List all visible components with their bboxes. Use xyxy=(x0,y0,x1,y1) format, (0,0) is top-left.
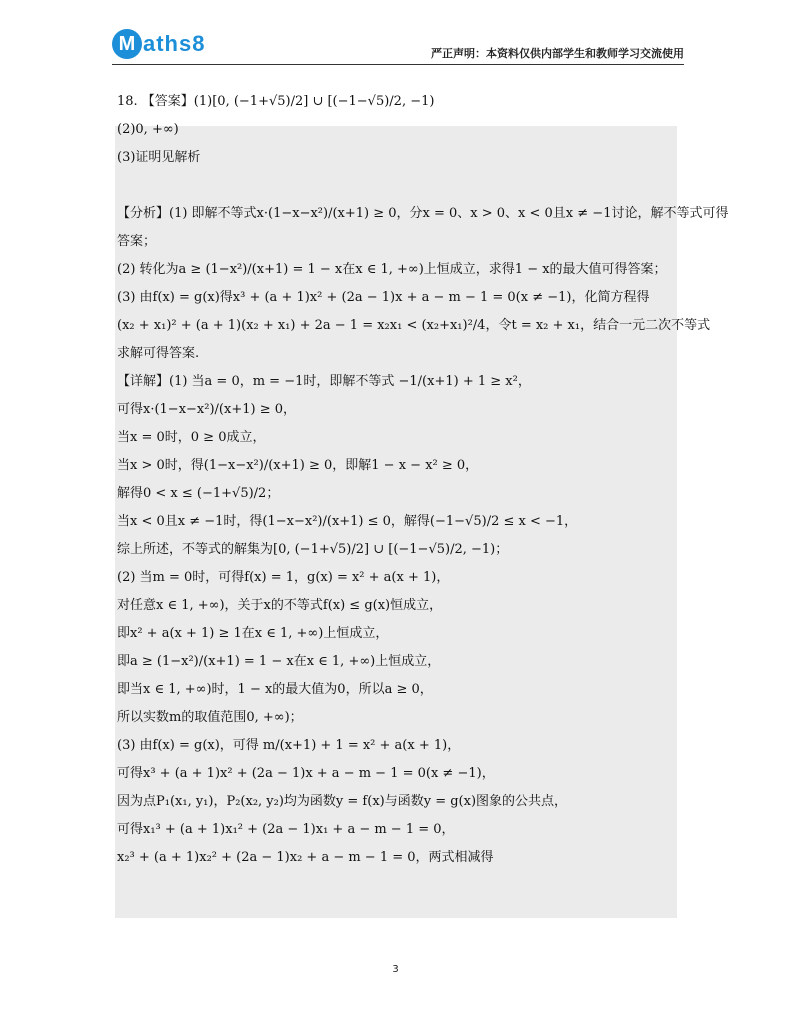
detail-line: 即当x ∈ 1, +∞)时，1 − x的最大值为0，所以a ≥ 0， xyxy=(117,682,433,697)
answer-line-2: (2)0, +∞) xyxy=(117,122,179,137)
detail-line: 可得x₁³ + (a + 1)x₁² + (2a − 1)x₁ + a − m − 1 = 0， xyxy=(117,822,455,837)
detail-line: 所以实数m的取值范围0, +∞)； xyxy=(117,710,303,725)
analysis-line: 答案； xyxy=(117,234,157,249)
detail-line: 可得x·(1−x−x²)/(x+1) ≥ 0， xyxy=(117,402,296,417)
blank-line xyxy=(115,172,677,200)
solution-body xyxy=(115,88,729,872)
detail-line: 当x < 0且x ≠ −1时，得(1−x−x²)/(x+1) ≤ 0，解得(−1−√5)/2 ≤ x < −1， xyxy=(117,514,578,529)
detail-line: 对任意x ∈ 1, +∞)，关于x的不等式f(x) ≤ g(x)恒成立， xyxy=(117,598,443,613)
analysis-line: (x₂ + x₁)² + (a + 1)(x₂ + x₁) + 2a − 1 = x₂x₁ < (x₂+x₁)²/4，令t = x₂ + x₁，结合一元二次不等式 xyxy=(117,318,711,333)
detail-line: (3) 由f(x) = g(x)，可得 m/(x+1) + 1 = x² + a(x + 1)， xyxy=(117,738,461,753)
maths8-logo xyxy=(112,26,205,62)
analysis-line: (2) 转化为a ≥ (1−x²)/(x+1) = 1 − x在x ∈ 1, +∞)上恒成立，求得1 − x的最大值可得答案； xyxy=(117,262,667,277)
copyright-notice: 严正声明：本资料仅供内部学生和教师学习交流使用 xyxy=(431,47,684,60)
answer-line-1: 18. 【答案】(1)[0, (−1+√5)/2] ∪ [(−1−√5)/2, −1) xyxy=(117,94,435,109)
detail-line: 可得x³ + (a + 1)x² + (2a − 1)x + a − m − 1 = 0(x ≠ −1)， xyxy=(117,766,495,781)
logo-text: aths8 xyxy=(143,31,206,56)
analysis-line: (3) 由f(x) = g(x)得x³ + (a + 1)x² + (2a − 1)x + a − m − 1 = 0(x ≠ −1)，化简方程得 xyxy=(117,290,650,305)
detail-line: 当x = 0时，0 ≥ 0成立， xyxy=(117,430,266,445)
detail-line: 即a ≥ (1−x²)/(x+1) = 1 − x在x ∈ 1, +∞)上恒成立， xyxy=(117,654,441,669)
detail-line: 因为点P₁(x₁, y₁)，P₂(x₂, y₂)均为函数y = f(x)与函数y = g(x)图象的公共点， xyxy=(117,794,568,809)
page-header xyxy=(112,26,684,65)
detail-line: (2) 当m = 0时，可得f(x) = 1，g(x) = x² + a(x + 1)， xyxy=(117,570,450,585)
detail-line: 解得0 < x ≤ (−1+√5)/2； xyxy=(117,486,280,501)
detail-line: x₂³ + (a + 1)x₂² + (2a − 1)x₂ + a − m − 1 = 0，两式相减得 xyxy=(117,850,494,865)
analysis-line: 求解可得答案. xyxy=(117,346,200,361)
detail-line: 当x > 0时，得(1−x−x²)/(x+1) ≥ 0，即解1 − x − x² ≥ 0， xyxy=(117,458,479,473)
answer-line-3: (3)证明见解析 xyxy=(117,150,201,165)
detail-line: 即x² + a(x + 1) ≥ 1在x ∈ 1, +∞)上恒成立， xyxy=(117,626,389,641)
page-number: 3 xyxy=(392,964,399,975)
detail-line: 【详解】(1) 当a = 0，m = −1时，即解不等式 −1/(x+1) + 1 ≥ x²， xyxy=(117,374,531,389)
detail-line: 综上所述，不等式的解集为[0, (−1+√5)/2] ∪ [(−1−√5)/2, −1)； xyxy=(117,542,509,557)
analysis-line: 【分析】(1) 即解不等式x·(1−x−x²)/(x+1) ≥ 0，分x = 0、x > 0、x < 0且x ≠ −1讨论，解不等式可得 xyxy=(117,206,729,221)
logo-circle-icon: M xyxy=(112,29,142,59)
